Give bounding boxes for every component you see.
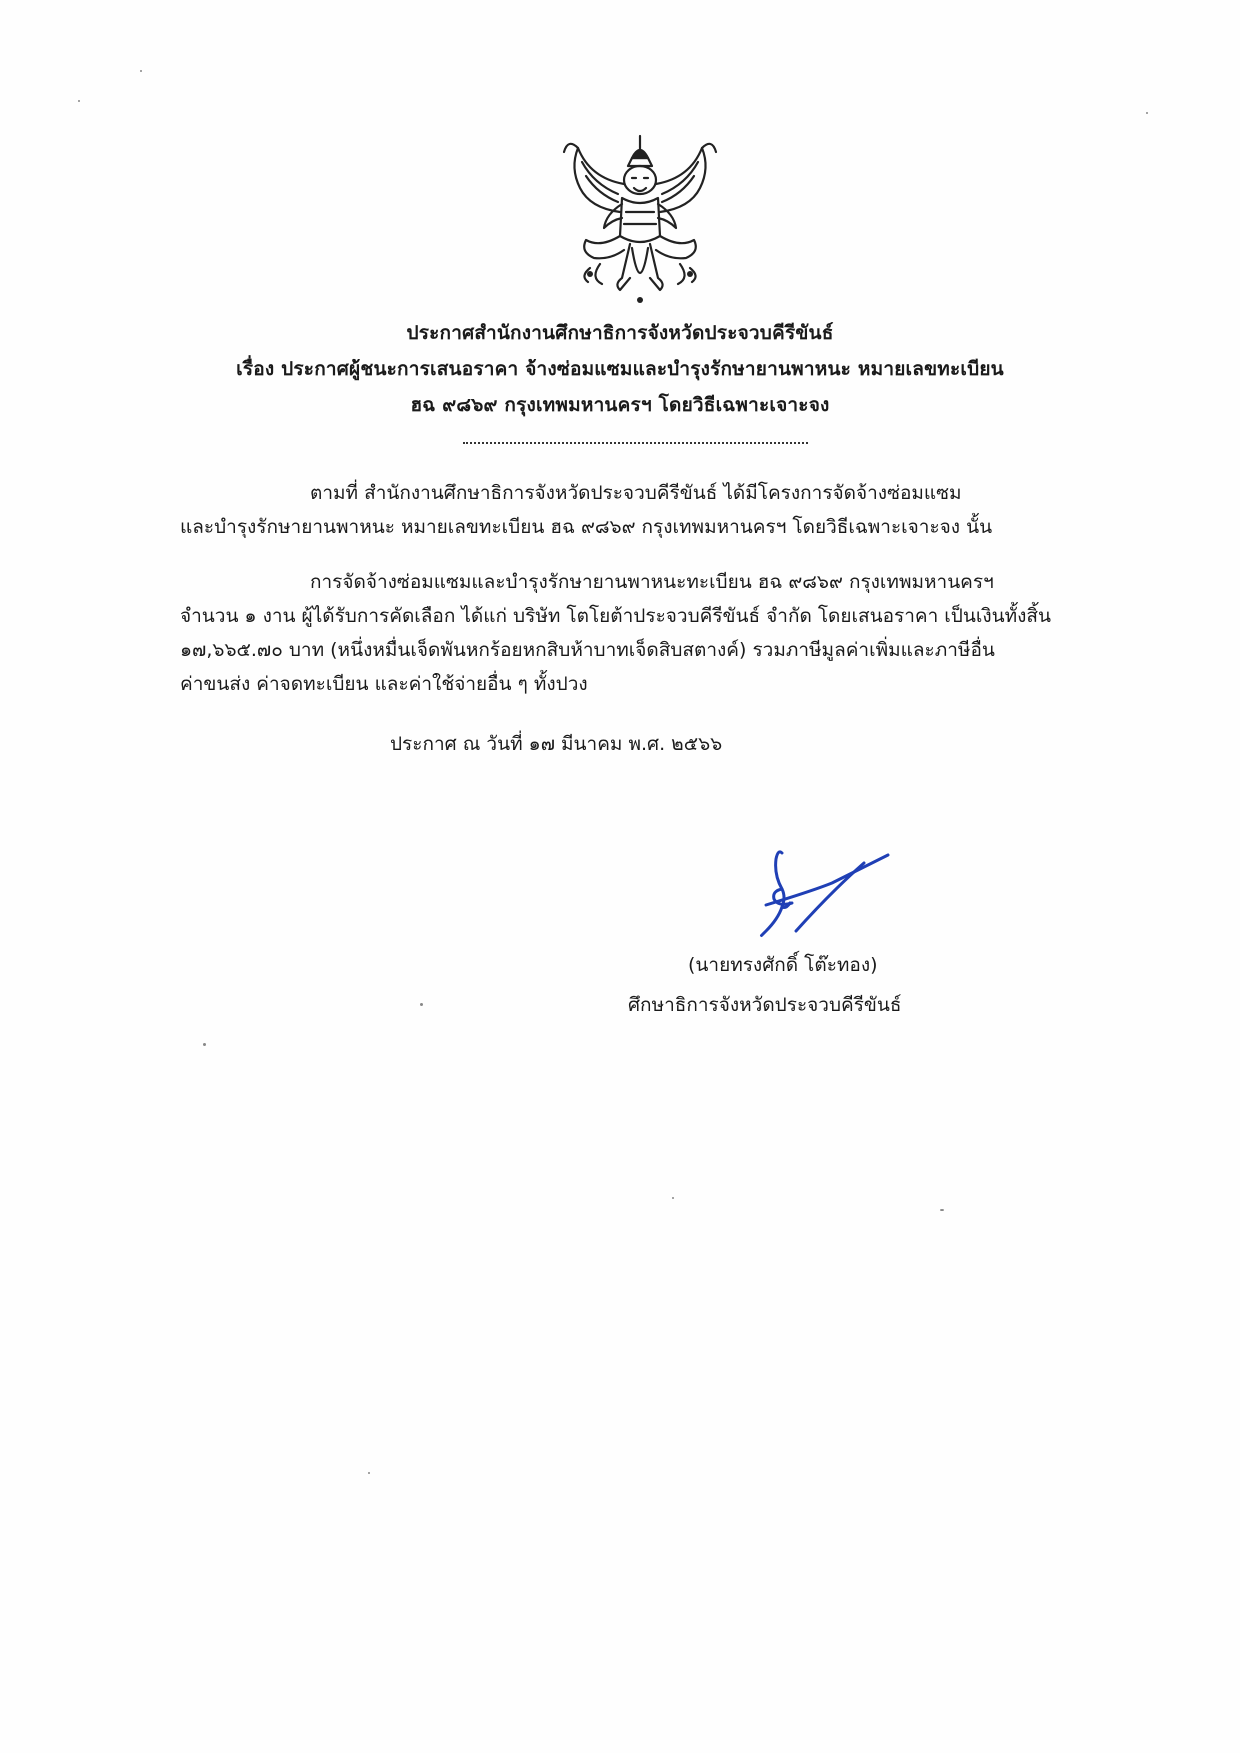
scan-speck bbox=[78, 100, 80, 102]
announcement-date: ประกาศ ณ วันที่ ๑๗ มีนาคม พ.ศ. ๒๕๖๖ bbox=[390, 733, 723, 755]
paragraph-1-line-1: ตามที่ สำนักงานศึกษาธิการจังหวัดประจวบคีรีขันธ์ ได้มีโครงการจัดจ้างซ่อมแซม bbox=[310, 482, 962, 504]
dotted-divider bbox=[463, 436, 808, 444]
scan-speck bbox=[203, 1043, 206, 1046]
document-title bbox=[160, 315, 1080, 423]
scan-speck bbox=[140, 70, 142, 72]
paragraph-2-line-2: จำนวน ๑ งาน ผู้ได้รับการคัดเลือก ได้แก่ บริษัท โตโยต้าประจวบคีรีขันธ์ จำกัด โดยเสนอราคา เป็นเงินทั้งสิ้น bbox=[180, 605, 1051, 627]
paragraph-1 bbox=[180, 476, 1105, 544]
scan-speck bbox=[1146, 112, 1148, 114]
scan-speck bbox=[368, 1472, 370, 1474]
scan-speck bbox=[420, 1003, 423, 1006]
signer-name: (นายทรงศักดิ์ โต๊ะทอง) bbox=[688, 954, 878, 976]
paragraph-1-line-2: และบำรุงรักษายานพาหนะ หมายเลขทะเบียน ฮฉ ๙๘๖๙ กรุงเทพมหานครฯ โดยวิธีเฉพาะเจาะจง นั้น bbox=[180, 516, 993, 538]
scan-speck bbox=[672, 1197, 674, 1199]
paragraph-2-line-3: ๑๗,๖๖๕.๗๐ บาท (หนึ่งหมื่นเจ็ดพันหกร้อยหกสิบห้าบาทเจ็ดสิบสตางค์) รวมภาษีมูลค่าเพิ่มและภาษีอื่น bbox=[180, 639, 995, 661]
paragraph-2-line-4: ค่าขนส่ง ค่าจดทะเบียน และค่าใช้จ่ายอื่น ๆ ทั้งปวง bbox=[180, 673, 588, 695]
paragraph-2-line-1: การจัดจ้างซ่อมแซมและบำรุงรักษายานพาหนะทะเบียน ฮฉ ๙๘๖๙ กรุงเทพมหานครฯ bbox=[310, 571, 994, 593]
title-line-3: ฮฉ ๙๘๖๙ กรุงเทพมหานครฯ โดยวิธีเฉพาะเจาะจง bbox=[410, 394, 830, 416]
scan-speck bbox=[940, 1209, 944, 1211]
handwritten-signature-icon bbox=[752, 845, 902, 945]
title-line-2: เรื่อง ประกาศผู้ชนะการเสนอราคา จ้างซ่อมแซมและบำรุงรักษายานพาหนะ หมายเลขทะเบียน bbox=[236, 358, 1004, 380]
title-line-1: ประกาศสำนักงานศึกษาธิการจังหวัดประจวบคีรีขันธ์ bbox=[406, 322, 834, 344]
garuda-emblem-icon bbox=[560, 128, 720, 308]
signer-position: ศึกษาธิการจังหวัดประจวบคีรีขันธ์ bbox=[628, 994, 902, 1016]
paragraph-2 bbox=[180, 565, 1105, 701]
